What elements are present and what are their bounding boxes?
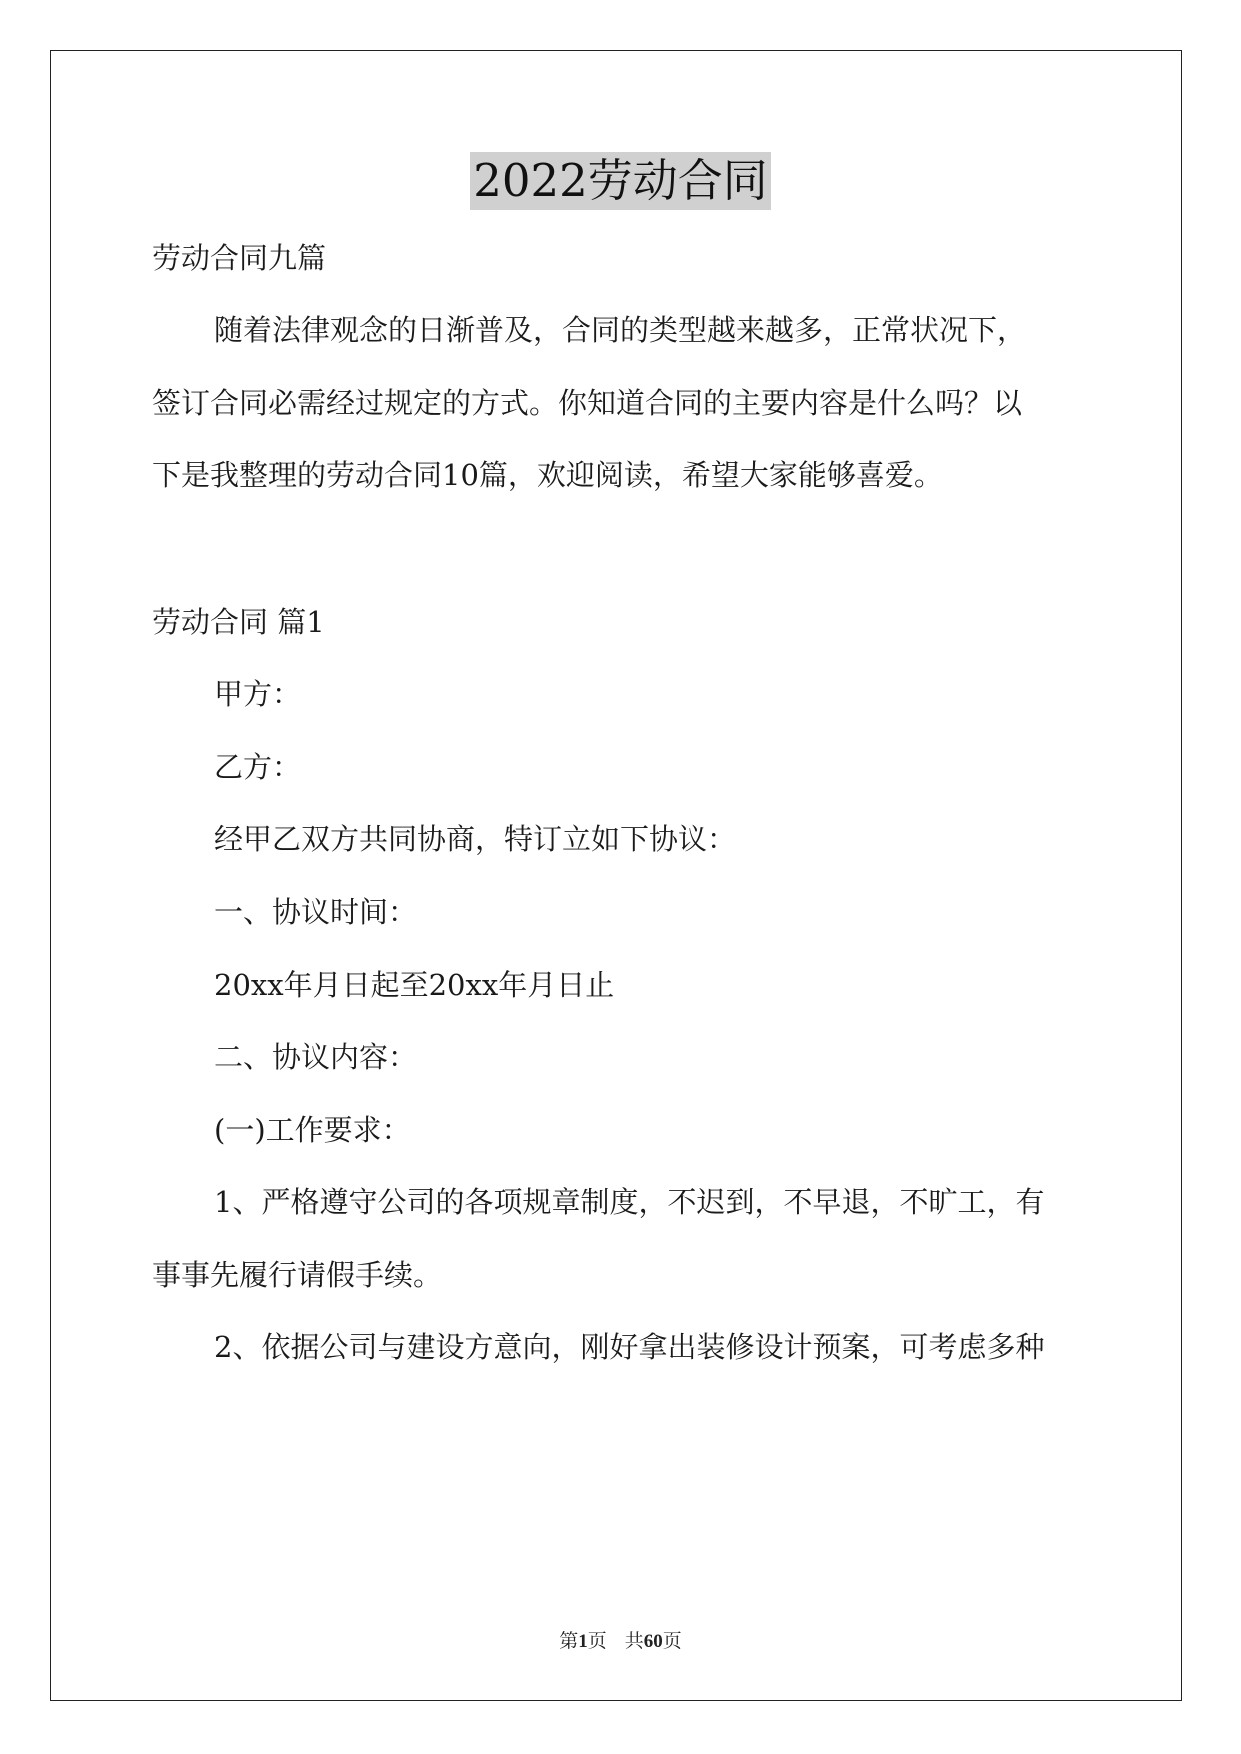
party-a-label: 甲方： (214, 677, 302, 711)
party-b-label: 乙方： (214, 750, 302, 784)
page-prefix: 第 (559, 1631, 579, 1652)
intro-line-2: 签订合同必需经过规定的方式。你知道合同的主要内容是什么吗？以 (152, 386, 1023, 420)
total-prefix: 共 (624, 1631, 644, 1652)
article-heading: 劳动合同 篇1 (152, 605, 325, 639)
clause-heading-1: 一、协议时间： (214, 895, 418, 929)
total-pages: 60 (643, 1631, 663, 1652)
intro-line-3: 下是我整理的劳动合同10篇，欢迎阅读，希望大家能够喜爱。 (152, 458, 943, 492)
document-title (0, 152, 1241, 210)
page-border (50, 50, 1182, 1701)
requirement-1-line-2: 事事先履行请假手续。 (152, 1258, 443, 1292)
clause-heading-2: 二、协议内容： (214, 1040, 418, 1074)
requirement-2-line-1: 2、依据公司与建设方意向，刚好拿出装修设计预案，可考虑多种 (214, 1330, 1045, 1364)
subclause-heading: (一)工作要求： (214, 1113, 411, 1147)
page-footer (0, 1626, 1241, 1653)
total-suffix: 页 (662, 1631, 682, 1652)
page-suffix: 页 (587, 1631, 607, 1652)
agreement-preamble: 经甲乙双方共同协商，特订立如下协议： (214, 822, 737, 856)
page-number: 1 (578, 1631, 588, 1652)
requirement-1-line-1: 1、严格遵守公司的各项规章制度，不迟到，不早退，不旷工，有 (214, 1185, 1045, 1219)
agreement-period: 20xx年月日起至20xx年月日止 (214, 968, 615, 1002)
intro-line-1: 随着法律观念的日渐普及，合同的类型越来越多，正常状况下， (214, 313, 1027, 347)
document-title-text: 2022劳动合同 (470, 152, 771, 210)
section-heading: 劳动合同九篇 (152, 241, 327, 275)
